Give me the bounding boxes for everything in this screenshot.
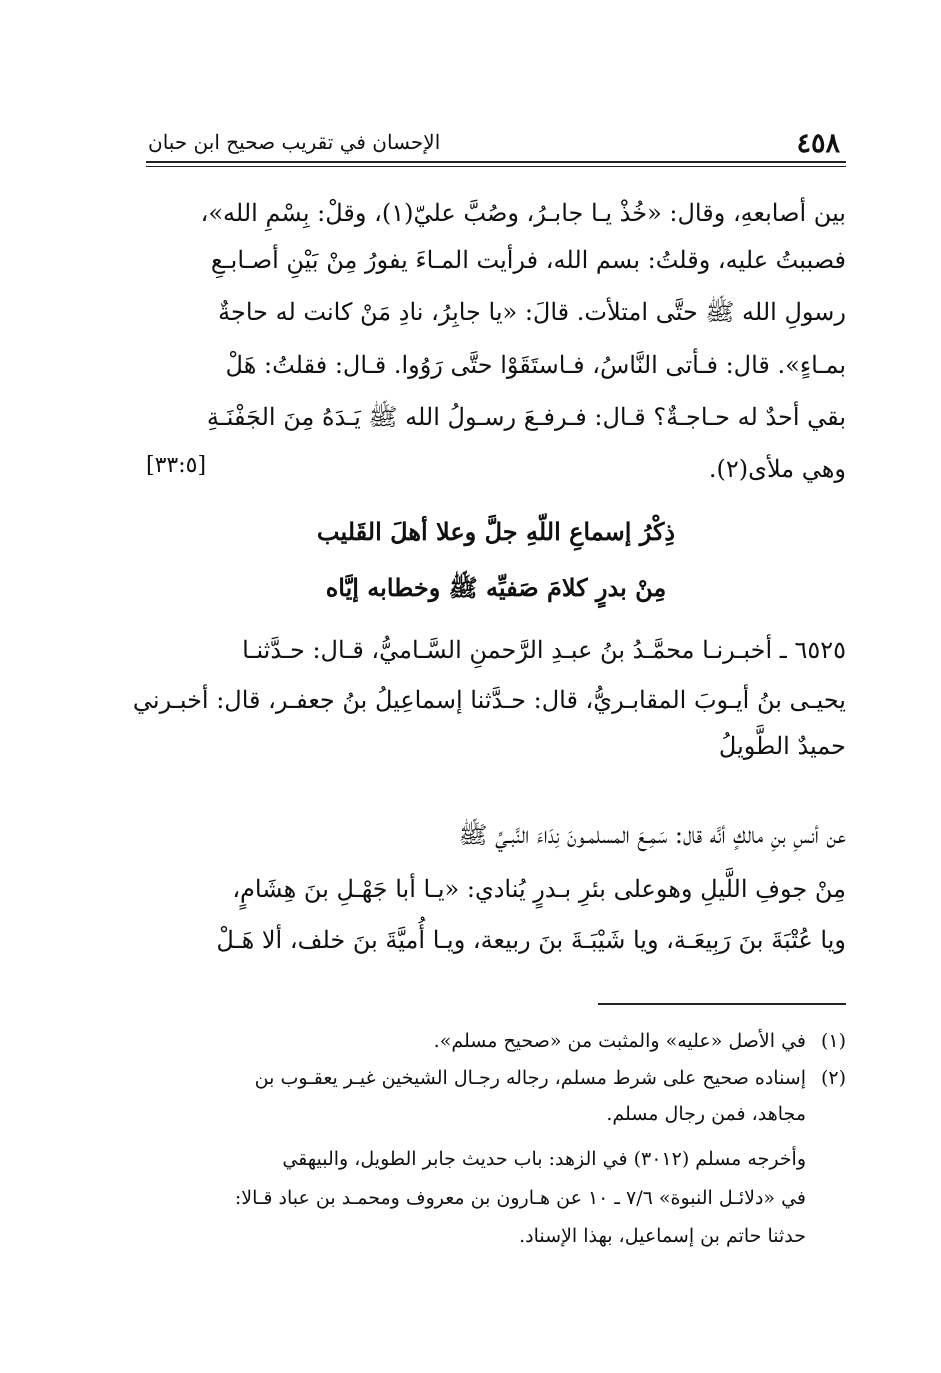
text-line: بمـاءٍ». قال: فـأتى النَّاسُ، فـاستَقَوْا حتَّى رَوُوا. قـال: فقلتُ: هَلْ	[225, 351, 846, 379]
section-heading: ذِكْرُ إسماعِ اللّهِ جلَّ وعلا أهلَ القَليب	[316, 517, 676, 546]
footnote-number: (١)	[820, 1030, 846, 1052]
footnote-line	[146, 1025, 846, 1057]
footnote-text: إسناده صحيح على شرط مسلم، رجاله رجـال الشيخين غيـر يعقـوب بن	[254, 1067, 806, 1089]
footnote-line	[146, 1098, 846, 1130]
footnote-rule	[598, 1003, 846, 1005]
footnote-text: مجاهد، فمن رجال مسلم.	[606, 1103, 806, 1125]
isnad-line: حميدٌ الطَّويلُ	[718, 732, 846, 760]
footnote-line	[146, 1182, 846, 1214]
matn-line: عن أنسِ بنِ مالكٍ أنَّه قال: سَمِـعَ المسلمـونَ نِدَاءَ النَّبـيِّ ﷺ	[458, 821, 846, 849]
page-header	[146, 120, 846, 160]
hadith-reference: [٣٣:٥]	[146, 453, 207, 478]
isnad-line: يحيـى بنُ أيـوبَ المقابـريُّ، قال: حـدَّثنا إسماعِيلُ بنُ جعفـر، قال: أخبـرني	[132, 686, 846, 714]
matn-line: مِنْ جوفِ اللَّيلِ وهوعلى بئرِ بـدرٍ يُنادي: «يـا أبا جَهْـلِ بنَ هِشَامٍ،	[232, 875, 846, 903]
text-line: وهي ملأى(٢).	[708, 455, 846, 483]
matn-line: ويا عُتْبَةَ بنَ رَبِيعَـة، ويا شَيْبَـةَ بنَ ربيعة، ويـا أُميَّةَ بنَ خلف، ألا هَـلْ	[216, 926, 846, 954]
footnote-text: وأخرجه مسلم (٣٠١٢) في الزهد: باب حديث جابر الطويل، والبيهقي	[282, 1148, 806, 1170]
footnote-text: حدثنا حاتم بن إسماعيل، بهذا الإسناد.	[519, 1225, 806, 1247]
section-heading: مِنْ بدرٍ كلامَ صَفيِّه ﷺ وخطابه إيَّاه	[325, 573, 667, 602]
text-line: بقي أحدٌ له حـاجـةٌ؟ قـال: فـرفـعَ رسـولُ الله ﷺ يَـدَهُ مِنَ الجَفْنَـةِ	[206, 403, 846, 431]
isnad-line: ٦٥٢٥ ـ أخبـرنـا محمَّـدُ بنُ عبـدِ الرَّحمنِ السَّـاميُّ، قـال: حـدَّثنـا	[242, 636, 846, 664]
footnote-line	[146, 1220, 846, 1252]
footnote-number: (٢)	[820, 1067, 846, 1089]
text-line: بين أصابعهِ، وقال: «خُذْ يـا جابـرُ، وصُبَّ عليّ(١)، وقلْ: بِسْمِ الله»،	[200, 199, 846, 227]
header-rule	[146, 161, 846, 163]
running-title: الإحسان في تقريب صحيح ابن حبان	[148, 130, 441, 154]
footnote-line	[146, 1062, 846, 1094]
footnote-text: في «دلائـل النبوة» ٧/٦ ـ ١٠ عن هـارون بن معروف ومحمـد بن عباد قـالا:	[234, 1187, 806, 1209]
footnote-text: في الأصل «عليه» والمثبت من «صحيح مسلم».	[433, 1030, 806, 1052]
footnote-line	[146, 1143, 846, 1175]
header-rule-thin	[146, 166, 846, 167]
text-line: رسولِ الله ﷺ حتَّى امتلأت. قالَ: «يا جابِرُ، نادِ مَنْ كانت له حاجةٌ	[218, 298, 846, 326]
page-number: ٤٥٨	[796, 128, 840, 159]
text-line: فصببتُ عليه، وقلتُ: بسم الله، فرأيت المـاءَ يفورُ مِنْ بَيْنِ أصـابـعِ	[210, 246, 846, 274]
